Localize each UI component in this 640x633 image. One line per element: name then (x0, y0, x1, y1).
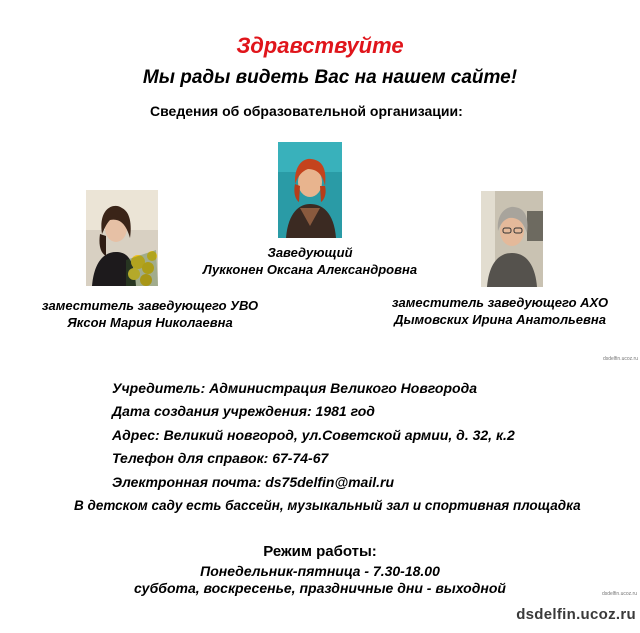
deputy-aho-role: заместитель заведующего АХО (391, 295, 609, 310)
deputy-uvo-name: Яксон Мария Николаевна (67, 315, 233, 330)
watermark-small: dsdelfin.ucoz.ru (601, 591, 637, 597)
site-watermark: dsdelfin.ucoz.ru (516, 606, 636, 623)
head-photo (278, 142, 342, 238)
deputy-aho-caption (360, 294, 640, 328)
watermark-tiny: dsdelfin.ucoz.ru (602, 356, 638, 362)
deputy-uvo-caption (10, 297, 290, 331)
email-line: Электронная почта: ds75delfin@mail.ru (112, 474, 395, 490)
deputy-uvo-photo (86, 190, 158, 286)
head-role: Заведующий (267, 245, 353, 260)
hours-title: Режим работы: (263, 543, 377, 560)
head-name: Лукконен Оксана Александровна (202, 262, 418, 277)
deputy-uvo-role: заместитель заведующего УВО (41, 298, 259, 313)
deputy-aho-name: Дымовских Ирина Анатольевна (394, 312, 606, 327)
deputy-aho-photo (481, 191, 543, 287)
founded-line: Дата создания учреждения: 1981 год (112, 403, 375, 419)
org-info-heading: Сведения об образовательной организации: (150, 103, 463, 119)
greeting-title: Здравствуйте (236, 33, 404, 58)
phone-line: Телефон для справок: 67-74-67 (112, 450, 329, 466)
hours-weekend: суббота, воскресенье, праздничные дни - выходной (134, 580, 506, 596)
welcome-subtitle: Мы рады видеть Вас на нашем сайте! (142, 67, 518, 88)
founder-line: Учредитель: Администрация Великого Новгорода (112, 380, 478, 396)
facilities-note: В детском саду есть бассейн, музыкальный зал и спортивная площадка (74, 498, 581, 513)
address-line: Адрес: Великий новгород, ул.Советской армии, д. 32, к.2 (112, 427, 515, 443)
hours-weekdays: Понедельник-пятница - 7.30-18.00 (200, 563, 440, 579)
head-caption (170, 244, 450, 278)
